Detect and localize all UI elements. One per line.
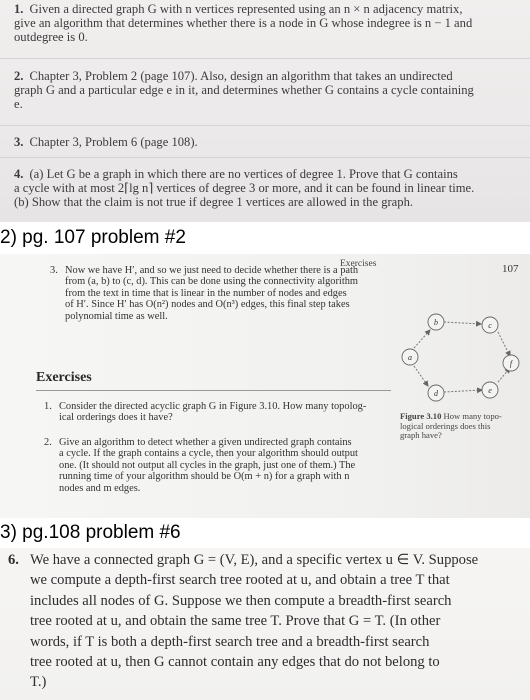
- divider: [0, 157, 530, 158]
- problem-line: Given a directed graph G with n vertices represented using an n × n adjacency matrix,: [29, 2, 463, 16]
- solution-step-3: [50, 265, 395, 322]
- edge-a-d: [414, 366, 428, 386]
- exercise-line: running time of your algorithm should be O(m + n) for a graph with n: [59, 471, 350, 483]
- step-line: from the text in time that is linear in the number of nodes and edges: [65, 287, 347, 299]
- step-line: of H′. Since H′ has O(n²) nodes and O(n³) edges, this final step takes: [65, 299, 350, 311]
- exercise-1: [44, 401, 394, 424]
- caption-line: How many topo-: [443, 411, 502, 421]
- edge-a-b: [414, 330, 430, 348]
- node-label-e: e: [488, 386, 492, 395]
- problem-6-text: [30, 550, 478, 693]
- exercise-line: a cycle. If the graph contains a cycle, then your algorithm should output: [59, 448, 358, 460]
- exercise-line: ical orderings does it have?: [59, 412, 173, 424]
- exercise-line: Consider the directed acyclic graph G in Figure 3.10. How many topolog-: [59, 401, 367, 412]
- problem-line: e.: [14, 97, 23, 111]
- edge-c-f: [498, 332, 510, 356]
- problem-6-photo: [0, 548, 530, 700]
- problem-number: 6.: [8, 552, 19, 568]
- node-label-a: a: [408, 353, 412, 362]
- step-line: polynomial time as well.: [65, 310, 168, 322]
- caption-line: logical orderings does this: [400, 420, 491, 431]
- exercise-line: nodes and m edges.: [59, 482, 141, 494]
- node-labels: [408, 318, 514, 398]
- node-label-c: c: [488, 321, 492, 330]
- node-label-d: d: [434, 389, 438, 398]
- problem-line: graph G and a particular edge e in it, and determines whether G contains a cycle containing: [14, 83, 474, 97]
- problem-line: Chapter 3, Problem 2 (page 107). Also, design an algorithm that takes an undirected: [29, 69, 453, 83]
- homework-problem-2: [14, 69, 518, 111]
- problem-line: (a) Let G be a graph in which there are no vertices of degree 1. Prove that G contains: [29, 167, 458, 181]
- running-head: Exercises: [340, 259, 377, 269]
- node-label-b: b: [434, 318, 438, 327]
- problem-line: (b) Show that the claim is not true if degree 1 vertices are allowed in the graph.: [14, 195, 414, 209]
- section-heading-problem-2: 2) pg. 107 problem #2: [0, 227, 186, 248]
- problem-line: We have a connected graph G = (V, E), and a specific vertex u ∈ V. Suppose: [30, 552, 479, 568]
- problem-line: includes all nodes of G. Suppose we then compute a breadth-first search: [30, 592, 452, 609]
- problem-line: give an algorithm that determines whether there is a node in G whose indegree is n − 1 and: [14, 16, 473, 30]
- figure-caption: [400, 412, 525, 441]
- problem-line: Chapter 3, Problem 6 (page 108).: [29, 135, 198, 149]
- exercise-line: Give an algorithm to detect whether a given undirected graph contains: [59, 437, 352, 448]
- problem-number: 1.: [14, 2, 24, 16]
- textbook-page-photo: [0, 254, 530, 518]
- homework-problem-3: [14, 135, 518, 149]
- homework-sheet-photo: [0, 0, 530, 222]
- graph-nodes: [402, 314, 519, 401]
- exercise-2: [44, 437, 394, 494]
- problem-line: T.): [30, 674, 47, 691]
- dag-figure: [398, 302, 520, 408]
- section-heading-problem-6: 3) pg.108 problem #6: [0, 522, 181, 543]
- page-number: 107: [502, 263, 519, 275]
- step-line: Now we have H′, and so we just need to decide whether there is a path: [65, 265, 359, 276]
- homework-problem-1: [14, 2, 518, 44]
- problem-line: tree rooted at u, then G cannot contain any edges that do not belong to: [30, 654, 440, 671]
- problem-line: a cycle with at most 2⌈lg n⌉ vertices of degree 3 or more, and it can be found in linear time.: [14, 181, 475, 195]
- divider: [0, 125, 530, 126]
- exercise-number: 2.: [44, 437, 52, 448]
- problem-number: 3.: [14, 135, 24, 149]
- graph-edges: [414, 322, 510, 392]
- divider: [0, 58, 530, 59]
- figure-label: Figure 3.10: [400, 411, 442, 421]
- node-label-f: f: [509, 359, 513, 368]
- problem-line: outdegree is 0.: [14, 30, 88, 44]
- edge-d-e: [444, 390, 482, 392]
- divider: [36, 390, 391, 391]
- step-number: 3.: [50, 265, 58, 276]
- problem-line: tree rooted at u, and obtain the same tree T. Prove that G = T. (In other: [30, 613, 441, 630]
- problem-number: 2.: [14, 69, 24, 83]
- problem-line: words, if T is both a depth-first search tree and a breadth-first search: [30, 633, 430, 650]
- problem-number: 4.: [14, 167, 24, 181]
- edge-b-c: [444, 322, 481, 324]
- problem-line: we compute a depth-first search tree rooted at u, and obtain a tree T that: [30, 572, 450, 589]
- caption-line: graph have?: [400, 430, 442, 441]
- exercise-line: one. (It should not output all cycles in the graph, just one of them.) The: [59, 459, 356, 471]
- exercise-number: 1.: [44, 401, 52, 412]
- step-line: from (a, b) to (c, d). This can be done using the connectivity algorithm: [65, 276, 358, 288]
- exercises-heading: Exercises: [36, 370, 92, 385]
- homework-problem-4: [14, 167, 518, 209]
